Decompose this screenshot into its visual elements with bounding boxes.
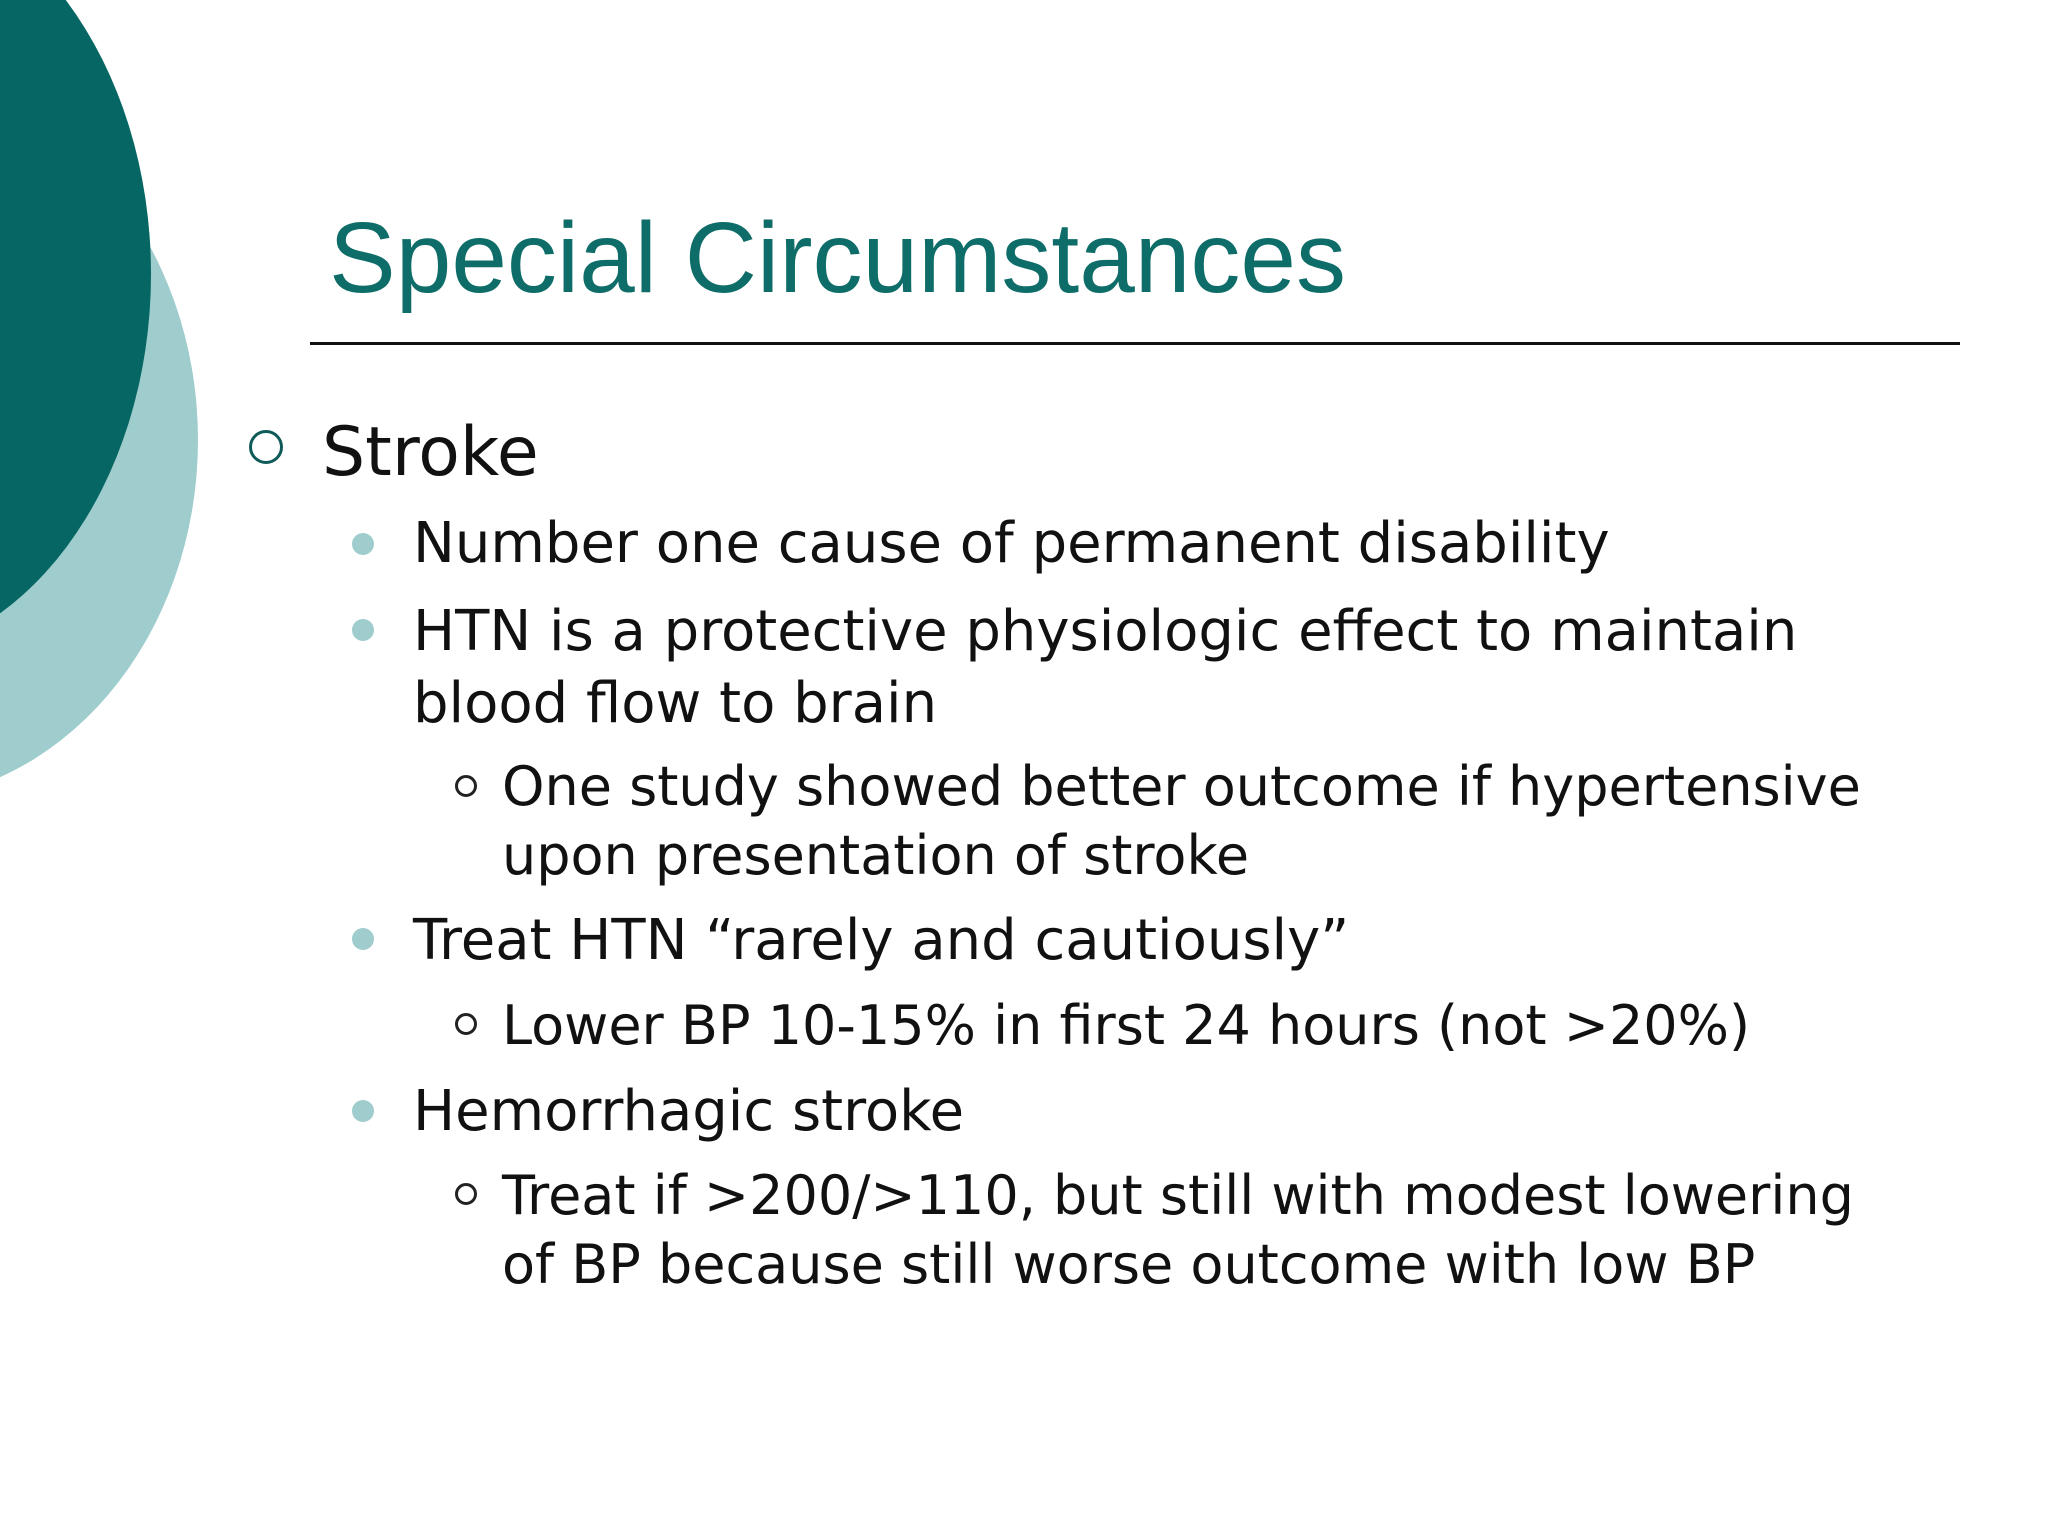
slide-title: Special Circumstances (329, 202, 1347, 314)
bullet-disability: Number one cause of permanent disability (413, 511, 1610, 576)
sub-bullet-treat-if-line1: Treat if >200/>110, but still with modest lowering (502, 1164, 1854, 1227)
bullet-hemorrhagic: Hemorrhagic stroke (413, 1079, 965, 1144)
sub-bullet-treat-if-line2: of BP because still worse outcome with low BP (502, 1233, 1756, 1296)
sub-bullet-study-line2: upon presentation of stroke (502, 824, 1250, 887)
dot-bullet-icon (352, 1100, 374, 1122)
bullet-treat-rarely: Treat HTN “rarely and cautiously” (413, 908, 1350, 973)
sub-bullet-lower-bp: Lower BP 10-15% in first 24 hours (not >20%) (502, 994, 1751, 1057)
bullet-stroke: Stroke (322, 413, 539, 492)
dot-bullet-icon (352, 533, 374, 555)
bullet-htn-protective-line2: blood flow to brain (413, 671, 938, 736)
hollow-circle-bullet-icon (249, 430, 283, 464)
sub-bullet-study-line1: One study showed better outcome if hypertensive (502, 755, 1861, 818)
dot-bullet-icon (352, 928, 374, 950)
bullet-htn-protective-line1: HTN is a protective physiologic effect to maintain (413, 599, 1798, 664)
small-hollow-circle-bullet-icon (455, 1183, 477, 1205)
small-hollow-circle-bullet-icon (455, 775, 477, 797)
small-hollow-circle-bullet-icon (455, 1013, 477, 1035)
dot-bullet-icon (352, 619, 374, 641)
title-underline (310, 342, 1960, 345)
